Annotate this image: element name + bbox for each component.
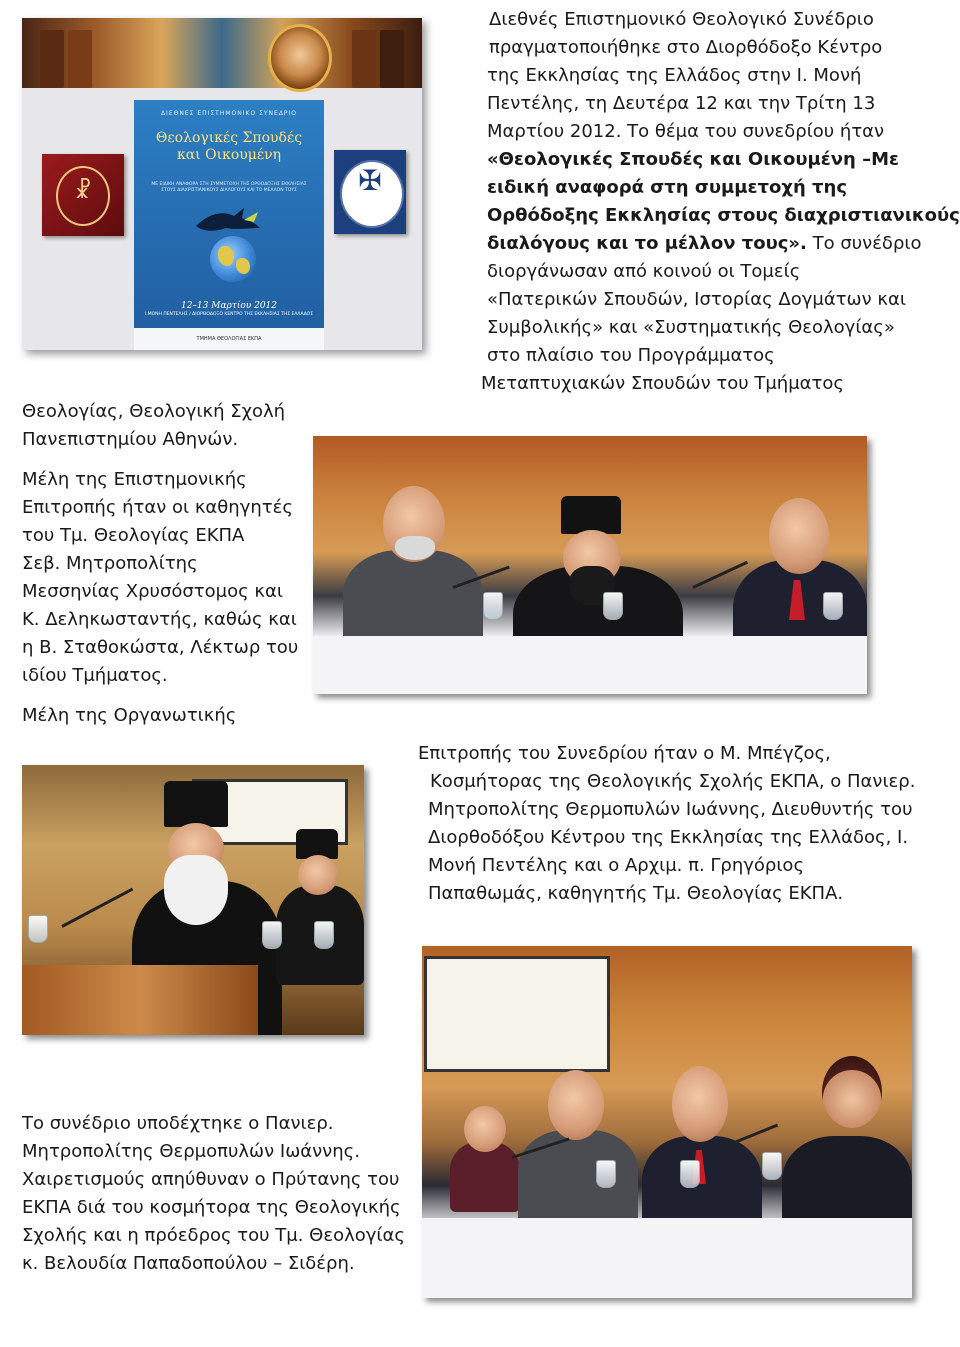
water-glass-icon [483,592,503,620]
water-glass-icon [262,921,282,949]
book-icon [352,30,376,88]
welcome-paragraph: Το συνέδριο υποδέχτηκε ο Πανιερ. Μητροπολίτης Θερμοπυλών Ιωάννης. Χαιρετισμούς απηύθυναν ο Πρύτανης του ΕΚΠΑ διά του κοσμήτορα της Θεολογικής Σχολής και η πρόεδρος του Τμ. Θεολογίας κ. Βελουδία Παπαδοπούλου – Σιδέρη. [22,1113,405,1274]
dove-icon [192,200,262,240]
byzantine-icon-christ [268,24,332,92]
intro-paragraph: Διεθνές Επιστημονικό Θεολογικό Συνέδριο πραγματοποιήθηκε στο Διορθόδοξο Κέντρο της Εκκλησίας της Ελλάδος στην Ι. Μονή Πεντέλης, τη Δευτέρα 12 και την Τρίτη 13 Μαρτίου 2012. Το θέμα του συνεδρίου ήταν «Θεολογικές Σπουδές και Οικουμένη –Με ειδική αναφορά στη συμμετοχή της Ορθόδοξης Εκκλησίας στους διαχριστιανικούς διαλόγους και το μέλλον τους». Το συνέδριο διοργάνωσαν από κοινού οι Τομείς «Πατερικών Σπουδών, Ιστορίας Δογμάτων και Συμβολικής» και «Συστηματικής Θεολογίας» στο πλαίσιο του Προγράμματος Μεταπτυχιακών Σπουδών του Τμήματος [481,9,960,394]
poster-cover [134,100,324,350]
book-icon [68,30,92,88]
poster-organizer-strip: ΤΜΗΜΑ ΘΕΟΛΟΓΙΑΣ ΕΚΠΑ [134,328,324,350]
water-glass-icon [680,1160,700,1188]
microphone-icon [721,1124,778,1149]
poster-subtitle: ΜΕ ΕΙΔΙΚΗ ΑΝΑΦΟΡΑ ΣΤΗ ΣΥΜΜΕΤΟΧΗ ΤΗΣ ΟΡΘΟΔΟΞΗΣ ΕΚΚΛΗΣΙΑΣ ΣΤΟΥΣ ΔΙΑΧΡΙΣΤΙΑΝΙΚΟΥΣ ΔΙΑΛΟΓΟΥΣ ΚΑΙ ΤΟ ΜΕΛΛΟΝ ΤΟΥΣ [151,182,307,193]
water-glass-icon [596,1160,616,1188]
water-glass-icon [603,592,623,620]
lectern [22,965,258,1035]
water-glass-icon [762,1152,782,1180]
conference-poster-image [22,18,422,350]
photo-panel-three-speakers [313,436,867,694]
left-column-text: Θεολογίας, Θεολογική Σχολή Πανεπιστημίου Αθηνών. Μέλη της Επιστημονικής Επιτροπής ήταν οι καθηγητές του Τμ. Θεολογίας ΕΚΠΑ Σεβ. Μητροπολίτης Μεσσηνίας Χρυσόστομος και Κ. Δεληκωσταντής, καθώς και η Β. Σταθοκώστα, Λέκτωρ του ιδίου Τμήματος. Μέλη της Οργανωτικής [22,401,299,726]
microphone-icon [61,888,133,928]
globe-icon [210,236,256,282]
water-glass-icon [823,592,843,620]
theology-school-seal: ☧ [42,154,124,236]
water-glass-icon [314,921,334,949]
organizing-committee-paragraph: Επιτροπής του Συνεδρίου ήταν ο Μ. Μπέγζος, Κοσμήτορας της Θεολογικής Σχολής ΕΚΠΑ, ο Πανιερ. Μητροπολίτης Θερμοπυλών Ιωάννης, Διευθυντής του Διορθοδόξου Κέντρου της Εκκλησίας της Ελλάδος, Ι. Μονή Πεντέλης και ο Αρχιμ. π. Γρηγόριος Παπαθωμάς, καθηγητής Τμ. Θεολογίας ΕΚΠΑ. [418,743,916,904]
water-glass-icon [28,915,48,943]
book-icon [40,30,64,88]
poster-dates: 12–13 Μαρτίου 2012 [180,301,277,311]
poster-venue: Ι.ΜΟΝΗ ΠΕΝΤΕΛΗΣ / ΔΙΟΡΘΟΔΟΞΟ ΚΕΝΤΡΟ ΤΗΣ ΕΚΚΛΗΣΙΑΣ ΤΗΣ ΕΛΛΑΔΟΣ [144,312,314,317]
poster-header: ΔΙΕΘΝΕΣ ΕΠΙΣΤΗΜΟΝΙΚΟ ΣΥΝΕΔΡΙΟ [160,110,298,117]
book-icon [380,30,404,88]
photo-metropolitan-podium [22,765,364,1035]
projection-screen [424,956,610,1072]
poster-title: Θεολογικές Σπουδές και Οικουμένη [155,130,303,163]
photo-panel-four-speakers [422,946,912,1298]
diorthodox-center-seal: ✠ [334,150,406,234]
